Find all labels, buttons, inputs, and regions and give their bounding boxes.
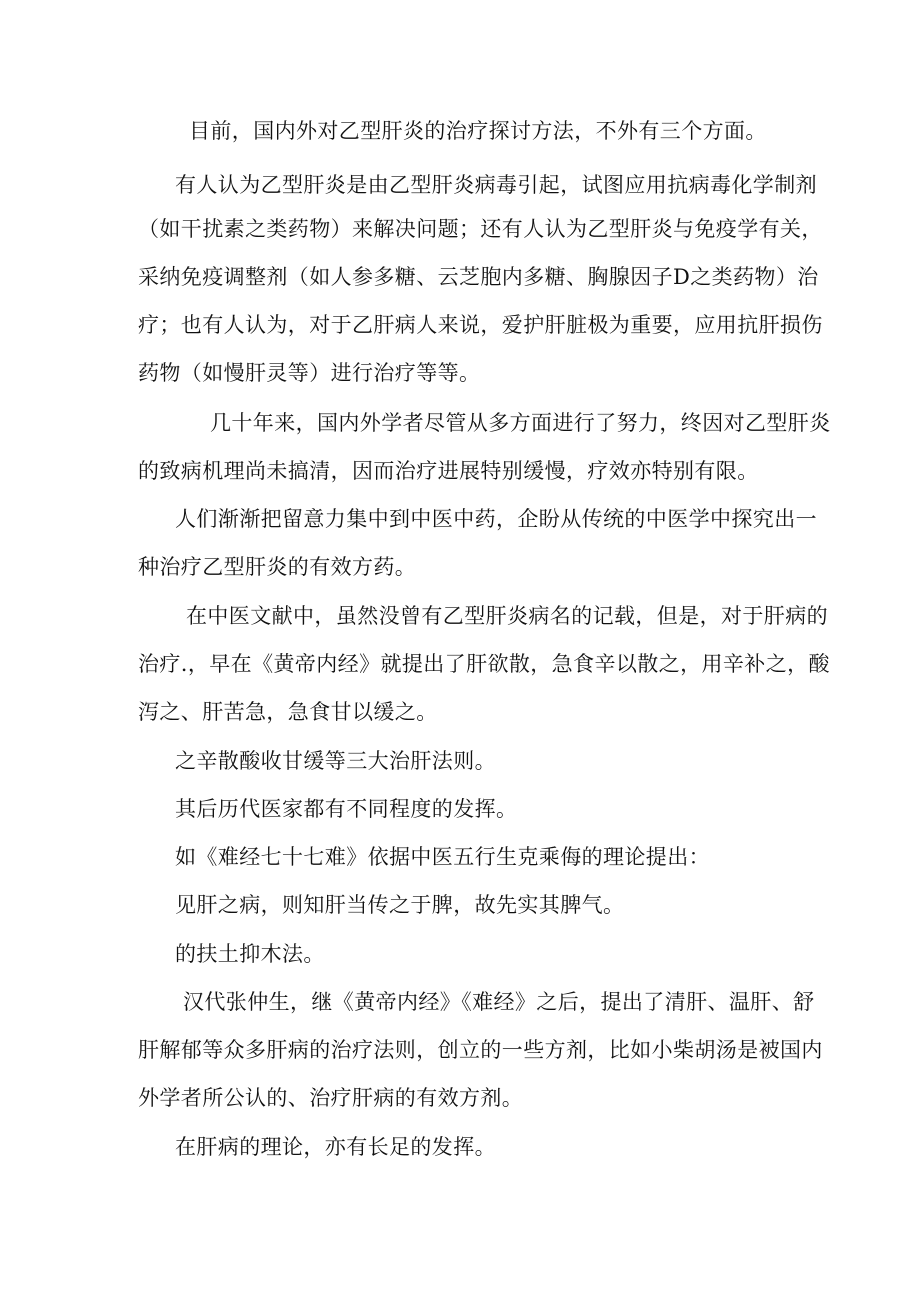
text-line-22: 在肝病的理论，亦有长足的发挥。 [175, 1135, 496, 1159]
text-line-1: 目前，国内外对乙型肝炎的治疗探讨方法，不外有三个方面。 [189, 119, 767, 143]
text-line-20: 肝解郁等众多肝病的治疗法则，创立的一些方剂，比如小柴胡汤是被国内 [138, 1038, 823, 1062]
text-line-7: 几十年来，国内外学者尽管从多方面进行了努力，终因对乙型肝炎 [210, 411, 831, 435]
text-line-16: 如《难经七十七难》依据中医五行生克乘侮的理论提出： [175, 845, 710, 869]
text-line-19: 汉代张仲生，继《黄帝内经》《难经》之后，提出了清肝、温肝、舒 [183, 990, 815, 1014]
text-line-6: 药物（如慢肝灵等）进行治疗等等。 [138, 361, 481, 385]
text-line-13: 泻之、肝苦急，急食甘以缓之。 [138, 700, 438, 724]
text-line-3: （如干扰素之类药物）来解决问题；还有人认为乙型肝炎与免疫学有关， [138, 217, 823, 241]
text-line-21: 外学者所公认的、治疗肝病的有效方剂。 [138, 1086, 524, 1110]
text-line-11: 在中医文献中，虽然没曾有乙型肝炎病名的记载，但是，对于肝病的 [186, 604, 828, 628]
text-line-12: 治疗.，早在《黄帝内经》就提出了肝欲散，急食辛以散之，用辛补之，酸 [138, 652, 830, 676]
text-line-15: 其后历代医家都有不同程度的发挥。 [175, 797, 518, 821]
text-line-4: 采纳免疫调整剂（如人参多糖、云芝胞内多糖、胸腺因子D之类药物）治 [138, 265, 819, 289]
text-line-5: 疗；也有人认为，对于乙肝病人来说，爱护肝脏极为重要，应用抗肝损伤 [138, 313, 823, 337]
text-line-14: 之辛散酸收甘缓等三大治肝法则。 [175, 749, 496, 773]
text-line-2: 有人认为乙型肝炎是由乙型肝炎病毒引起，试图应用抗病毒化学制剂 [175, 173, 817, 197]
text-line-17: 见肝之病，则知肝当传之于脾，故先实其脾气。 [175, 893, 625, 917]
text-line-10: 种治疗乙型肝炎的有效方药。 [138, 555, 417, 579]
text-line-8: 的致病机理尚未搞清，因而治疗进展特别缓慢，疗效亦特别有限。 [138, 459, 759, 483]
text-line-9: 人们渐渐把留意力集中到中医中药，企盼从传统的中医学中探究出一 [175, 507, 817, 531]
text-line-18: 的扶土抑木法。 [175, 942, 325, 966]
